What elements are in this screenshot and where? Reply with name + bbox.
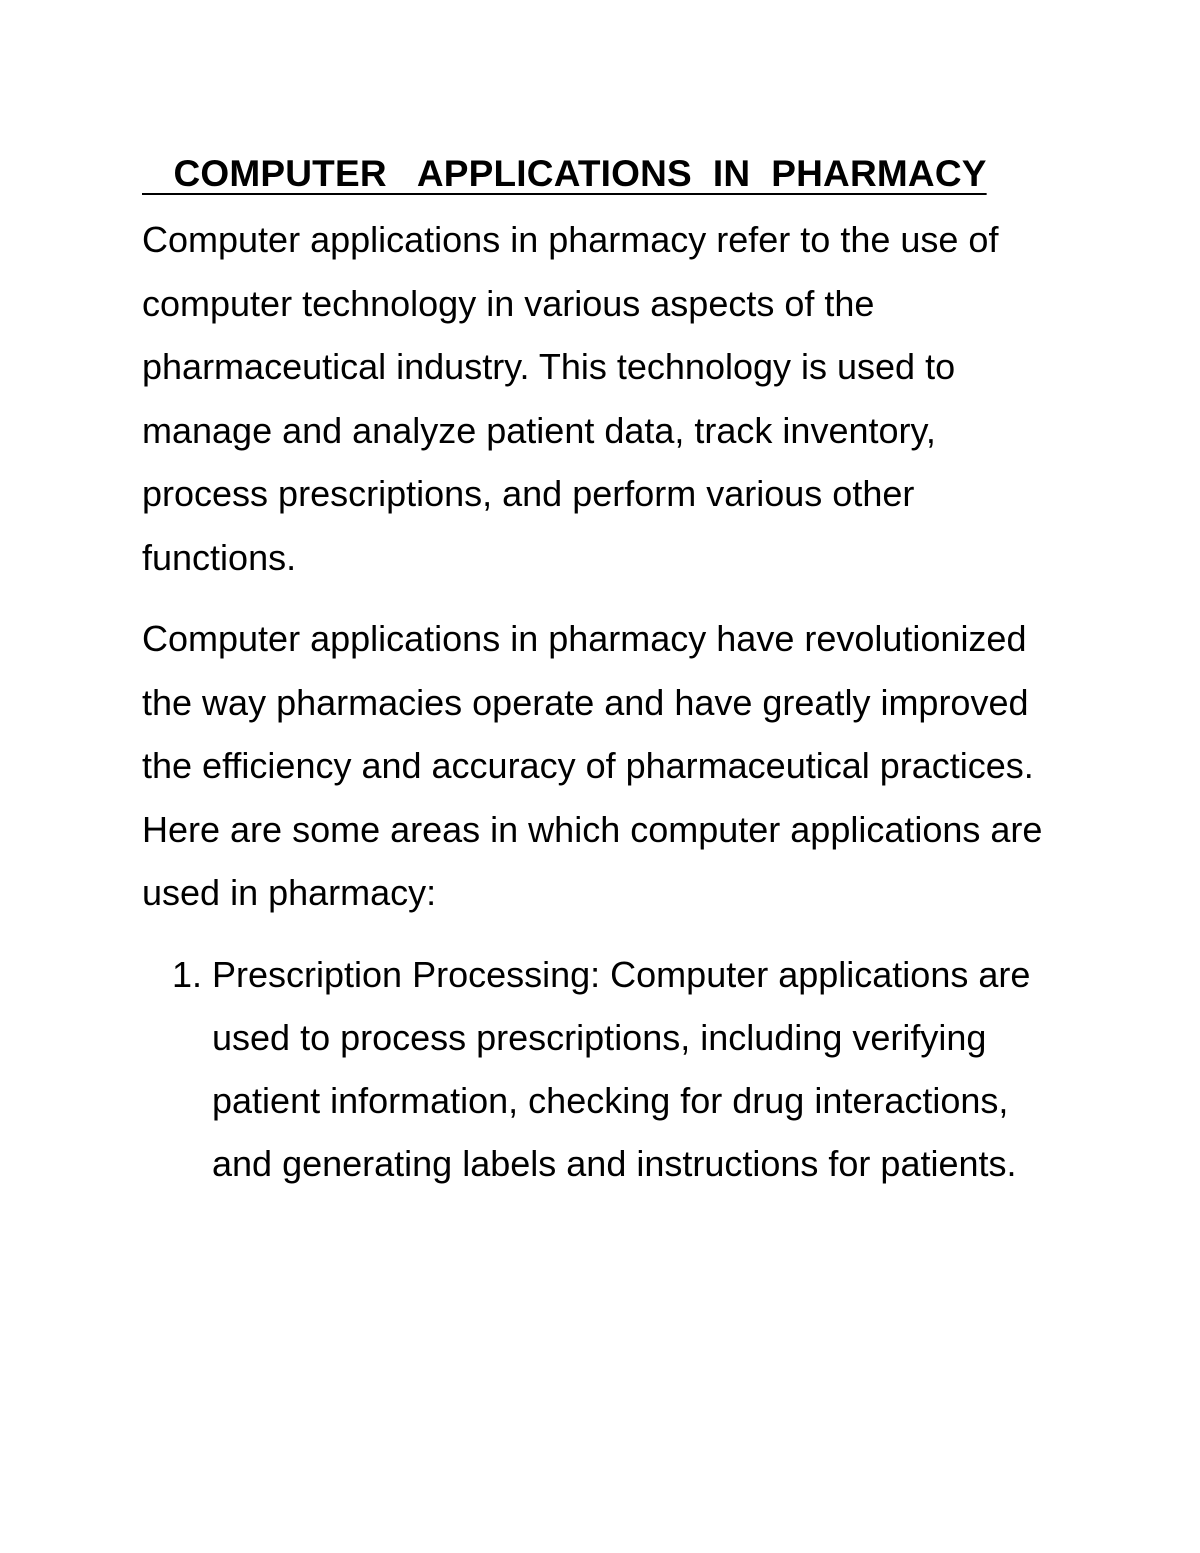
document-body bbox=[142, 150, 1062, 1195]
list-item-number: 1. bbox=[172, 953, 203, 995]
list-item-text: Prescription Processing: Computer applications are used to process prescriptions, including verifying patient information, checking for drug interactions, and generating labels and instructions for patients. bbox=[212, 953, 1031, 1184]
overview-paragraph: Computer applications in pharmacy have revolutionized the way pharmacies operate and have greatly improved the efficiency and accuracy of pharmaceutical practices. Here are some areas in which computer applications are used in pharmacy: bbox=[142, 618, 1043, 913]
document-title: COMPUTER APPLICATIONS IN PHARMACY bbox=[142, 153, 987, 194]
areas-list bbox=[142, 943, 1062, 1195]
list-item bbox=[142, 943, 1062, 1195]
intro-paragraph: Computer applications in pharmacy refer to the use of computer technology in various aspects of the pharmaceutical industry. This technology is used to manage and analyze patient data, track inventory, process prescriptions, and perform various other functions. bbox=[142, 219, 999, 578]
